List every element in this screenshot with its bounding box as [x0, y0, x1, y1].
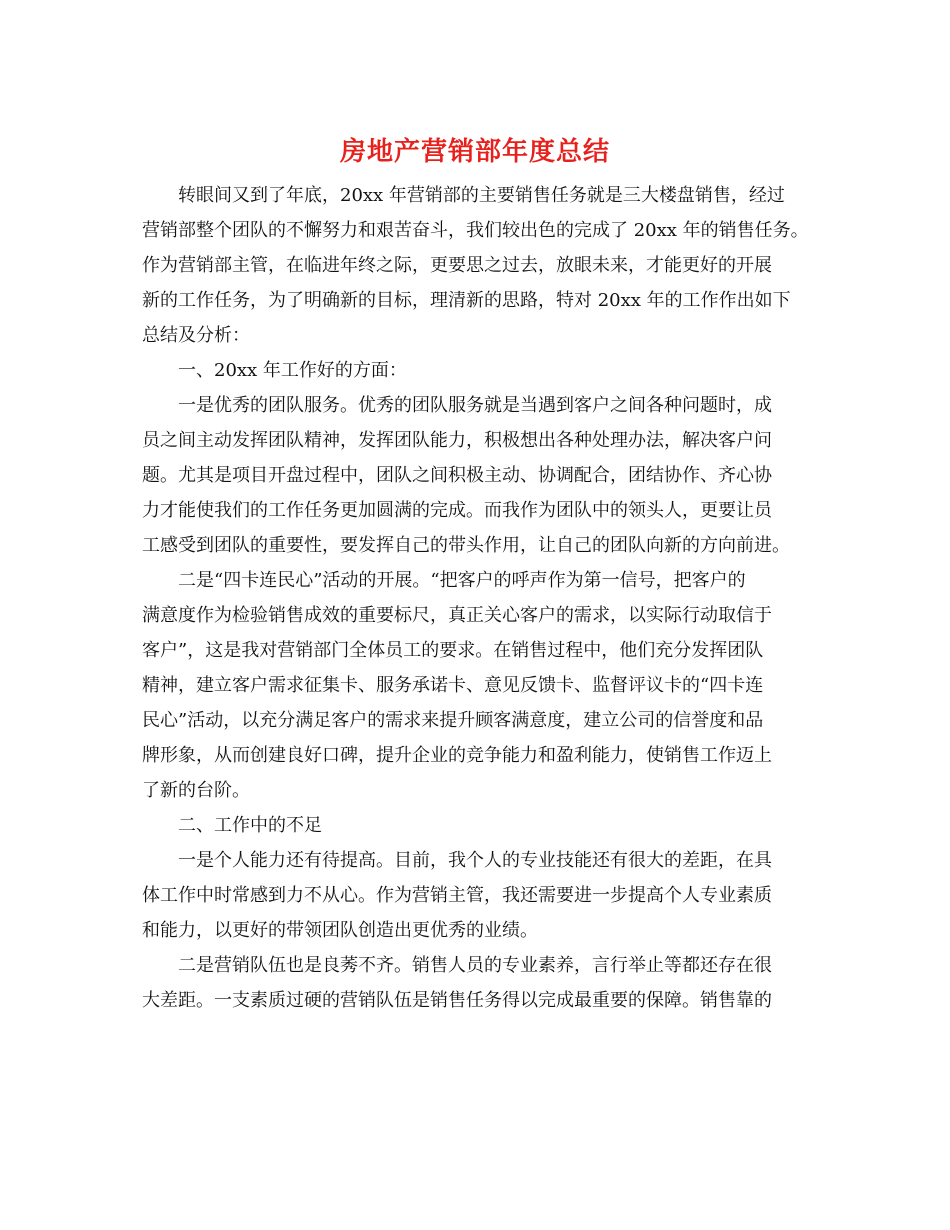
paragraph-line: 和能力，以更好的带领团队创造出更优秀的业绩。	[142, 920, 538, 941]
paragraph-line: 体工作中时常感到力不从心。作为营销主管，我还需要进一步提高个人专业素质	[142, 885, 772, 906]
paragraph-line: 二是营销队伍也是良莠不齐。销售人员的专业素养，言行举止等都还存在很	[178, 955, 772, 976]
section-heading: 一、20xx 年工作好的方面：	[178, 360, 407, 381]
paragraph-line: 员之间主动发挥团队精神，发挥团队能力，积极想出各种处理办法，解决客户问	[142, 430, 772, 451]
paragraph-line: 了新的台阶。	[142, 780, 250, 801]
paragraph-line: 工感受到团队的重要性，要发挥自己的带头作用，让自己的团队向新的方向前进。	[142, 535, 790, 556]
paragraph-line: 题。尤其是项目开盘过程中，团队之间积极主动、协调配合，团结协作、齐心协	[142, 465, 772, 486]
section-heading: 二、工作中的不足	[178, 815, 322, 836]
paragraph-line: 营销部整个团队的不懈努力和艰苦奋斗，我们较出色的完成了 20xx 年的销售任务。	[142, 220, 809, 241]
paragraph-line: 一是个人能力还有待提高。目前，我个人的专业技能还有很大的差距，在具	[178, 850, 772, 871]
paragraph-line: 二是“四卡连民心”活动的开展。“把客户的呼声作为第一信号，把客户的	[178, 570, 746, 591]
document-body	[142, 178, 812, 1018]
paragraph-line: 转眼间又到了年底，20xx 年营销部的主要销售任务就是三大楼盘销售，经过	[178, 185, 785, 206]
paragraph-line: 一是优秀的团队服务。优秀的团队服务就是当遇到客户之间各种问题时，成	[178, 395, 772, 416]
paragraph-line: 民心”活动，以充分满足客户的需求来提升顾客满意度，建立公司的信誉度和品	[142, 710, 764, 731]
paragraph-line: 力才能使我们的工作任务更加圆满的完成。而我作为团队中的领头人，更要让员	[142, 500, 772, 521]
paragraph-line: 客户”，这是我对营销部门全体员工的要求。在销售过程中，他们充分发挥团队	[142, 640, 764, 661]
paragraph-line: 大差距。一支素质过硬的营销队伍是销售任务得以完成最重要的保障。销售靠的	[142, 990, 772, 1011]
paragraph-line: 满意度作为检验销售成效的重要标尺，真正关心客户的需求，以实际行动取信于	[142, 605, 772, 626]
paragraph-line: 精神，建立客户需求征集卡、服务承诺卡、意见反馈卡、监督评议卡的“四卡连	[142, 675, 764, 696]
document-title: 房地产营销部年度总结	[339, 137, 610, 167]
paragraph-line: 牌形象，从而创建良好口碑，提升企业的竞争能力和盈利能力，使销售工作迈上	[142, 745, 772, 766]
paragraph-line: 总结及分析：	[142, 325, 250, 346]
paragraph-line: 作为营销部主管，在临进年终之际，更要思之过去，放眼未来，才能更好的开展	[142, 255, 772, 276]
paragraph-line: 新的工作任务，为了明确新的目标，理清新的思路，特对 20xx 年的工作作出如下	[142, 290, 791, 311]
